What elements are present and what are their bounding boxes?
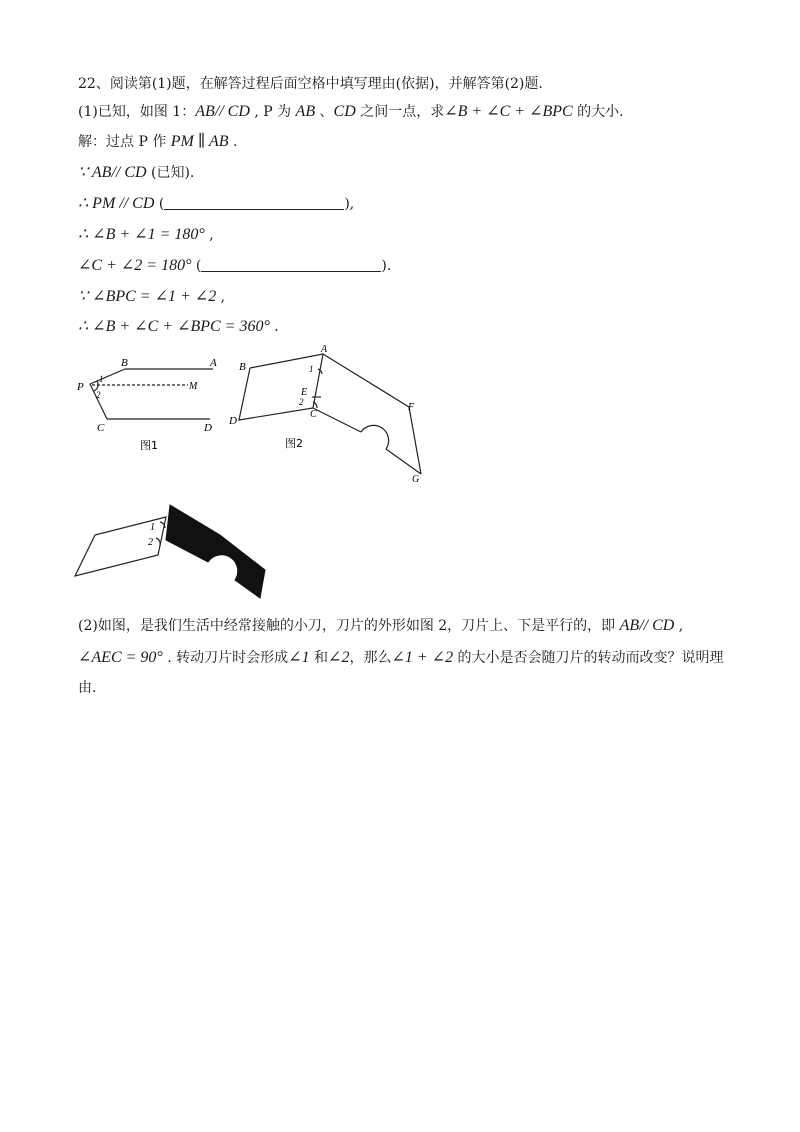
math-angle-1: ∠1: [288, 649, 310, 666]
part1-given-suffix: 的大小.: [572, 104, 624, 120]
knife-handle-black: [166, 505, 265, 598]
part1-given-mid3: 之间一点，求: [355, 104, 445, 120]
solution-line-3: [78, 194, 354, 214]
solution-line-4-suffix: ,: [204, 227, 214, 243]
part2-line-2: [78, 648, 724, 668]
label-g: G: [412, 474, 420, 485]
math-c-plus-2: ∠C + ∠2 = 180°: [78, 257, 192, 274]
solution-line-2-suffix: (已知).: [146, 165, 195, 181]
math-because-ab-cd: ∵ AB// CD: [78, 164, 147, 181]
angle-1-arc: [97, 381, 98, 385]
notch-arc: [361, 425, 389, 449]
solution-line-5: [78, 256, 391, 276]
answer-blank-1[interactable]: [164, 195, 344, 210]
figure-2-caption: 图2: [285, 437, 303, 450]
figure-2: [225, 342, 430, 487]
line-notch-c: [313, 408, 361, 432]
paren-close: ),: [344, 196, 355, 212]
math-therefore-pm-cd: ∴ PM // CD: [78, 195, 155, 212]
part2-line-1-prefix: (2)如图，是我们生活中经常接触的小刀，刀片的外形如图 2，刀片上、下是平行的，即: [78, 618, 620, 634]
label-c: C: [310, 409, 317, 420]
label-a: A: [210, 357, 217, 369]
problem-title-text: 22、阅读第(1)题，在解答过程后面空格中填写理由(依据)，并解答第(2)题.: [78, 76, 543, 92]
math-angle-2: ∠2: [328, 649, 350, 666]
label-angle-1: 1: [309, 364, 314, 374]
answer-blank-2[interactable]: [201, 257, 381, 272]
line-af: [323, 354, 409, 407]
solution-line-1: [78, 132, 237, 152]
part1-given-mid1: , P 为: [249, 104, 296, 120]
label-f: F: [408, 402, 415, 413]
math-aec-90: ∠AEC = 90°: [78, 649, 163, 666]
label-m: M: [189, 381, 198, 392]
paren-open: (: [154, 196, 165, 212]
math-bpc-equals: ∵ ∠BPC = ∠1 + ∠2: [78, 288, 217, 305]
part2-line-3: [78, 678, 96, 698]
math-ab-parallel-cd-2: AB// CD: [619, 617, 675, 634]
figure-1: [70, 352, 230, 457]
solution-line-4: [78, 225, 214, 245]
label-e: E: [301, 387, 308, 398]
line-bp: [90, 369, 125, 384]
label-angle-1: 1: [99, 374, 104, 384]
part2-line-2-mid2: 和: [309, 650, 329, 666]
label-p: P: [77, 381, 84, 393]
label-b: B: [239, 361, 246, 373]
line-g-notch: [386, 449, 421, 474]
math-total-360: ∴ ∠B + ∠C + ∠BPC = 360°: [78, 318, 270, 335]
math-cd: CD: [333, 103, 356, 120]
math-angle-sum: ∠B + ∠C + ∠BPC: [444, 103, 573, 120]
paren-close: ).: [381, 258, 392, 274]
label-a: A: [321, 344, 328, 355]
solution-line-1-suffix: .: [228, 134, 238, 150]
part2-line-1: [78, 616, 683, 636]
label-d: D: [204, 422, 212, 434]
solution-line-2: [78, 163, 194, 183]
solution-line-7: [78, 317, 279, 337]
problem-title: [78, 74, 543, 94]
label-b: B: [121, 357, 128, 369]
figure-3-knife: [70, 500, 280, 605]
paren-open: (: [191, 258, 202, 274]
math-ab-parallel-cd: AB// CD: [195, 103, 250, 120]
label-angle-2: 2: [96, 390, 101, 400]
label-angle-2: 2: [299, 397, 304, 407]
part2-line-3-text: 由.: [78, 680, 97, 696]
solution-line-6-suffix: ,: [216, 289, 226, 305]
solution-line-7-suffix: .: [269, 319, 279, 335]
math-angle-1-plus-2: ∠1 + ∠2: [391, 649, 454, 666]
solution-line-6: [78, 287, 225, 307]
angle-2-arc: [156, 538, 160, 545]
math-ab: AB: [295, 103, 316, 120]
solution-line-1-prefix: 解：过点 P 作: [78, 134, 171, 150]
label-c: C: [97, 422, 105, 434]
part1-given: [78, 102, 624, 122]
math-pm-parallel-ab: PM ∥ AB: [170, 133, 229, 150]
figure-1-caption: 图1: [140, 439, 158, 452]
part2-line-2-suffix: 的大小是否会随刀片的转动而改变？说明理: [453, 650, 724, 666]
label-d: D: [229, 415, 237, 427]
part1-given-mid2: 、: [315, 104, 334, 120]
part2-line-2-mid: . 转动刀片时会形成: [162, 650, 289, 666]
label-angle-1: 1: [150, 522, 155, 533]
part1-given-prefix: (1)已知，如图 1：: [78, 104, 196, 120]
part2-line-2-mid3: ，那么: [349, 650, 392, 666]
part2-line-1-suffix: ,: [674, 618, 684, 634]
label-angle-2: 2: [148, 537, 153, 548]
math-b-plus-1: ∴ ∠B + ∠1 = 180°: [78, 226, 205, 243]
line-fg: [409, 407, 421, 474]
